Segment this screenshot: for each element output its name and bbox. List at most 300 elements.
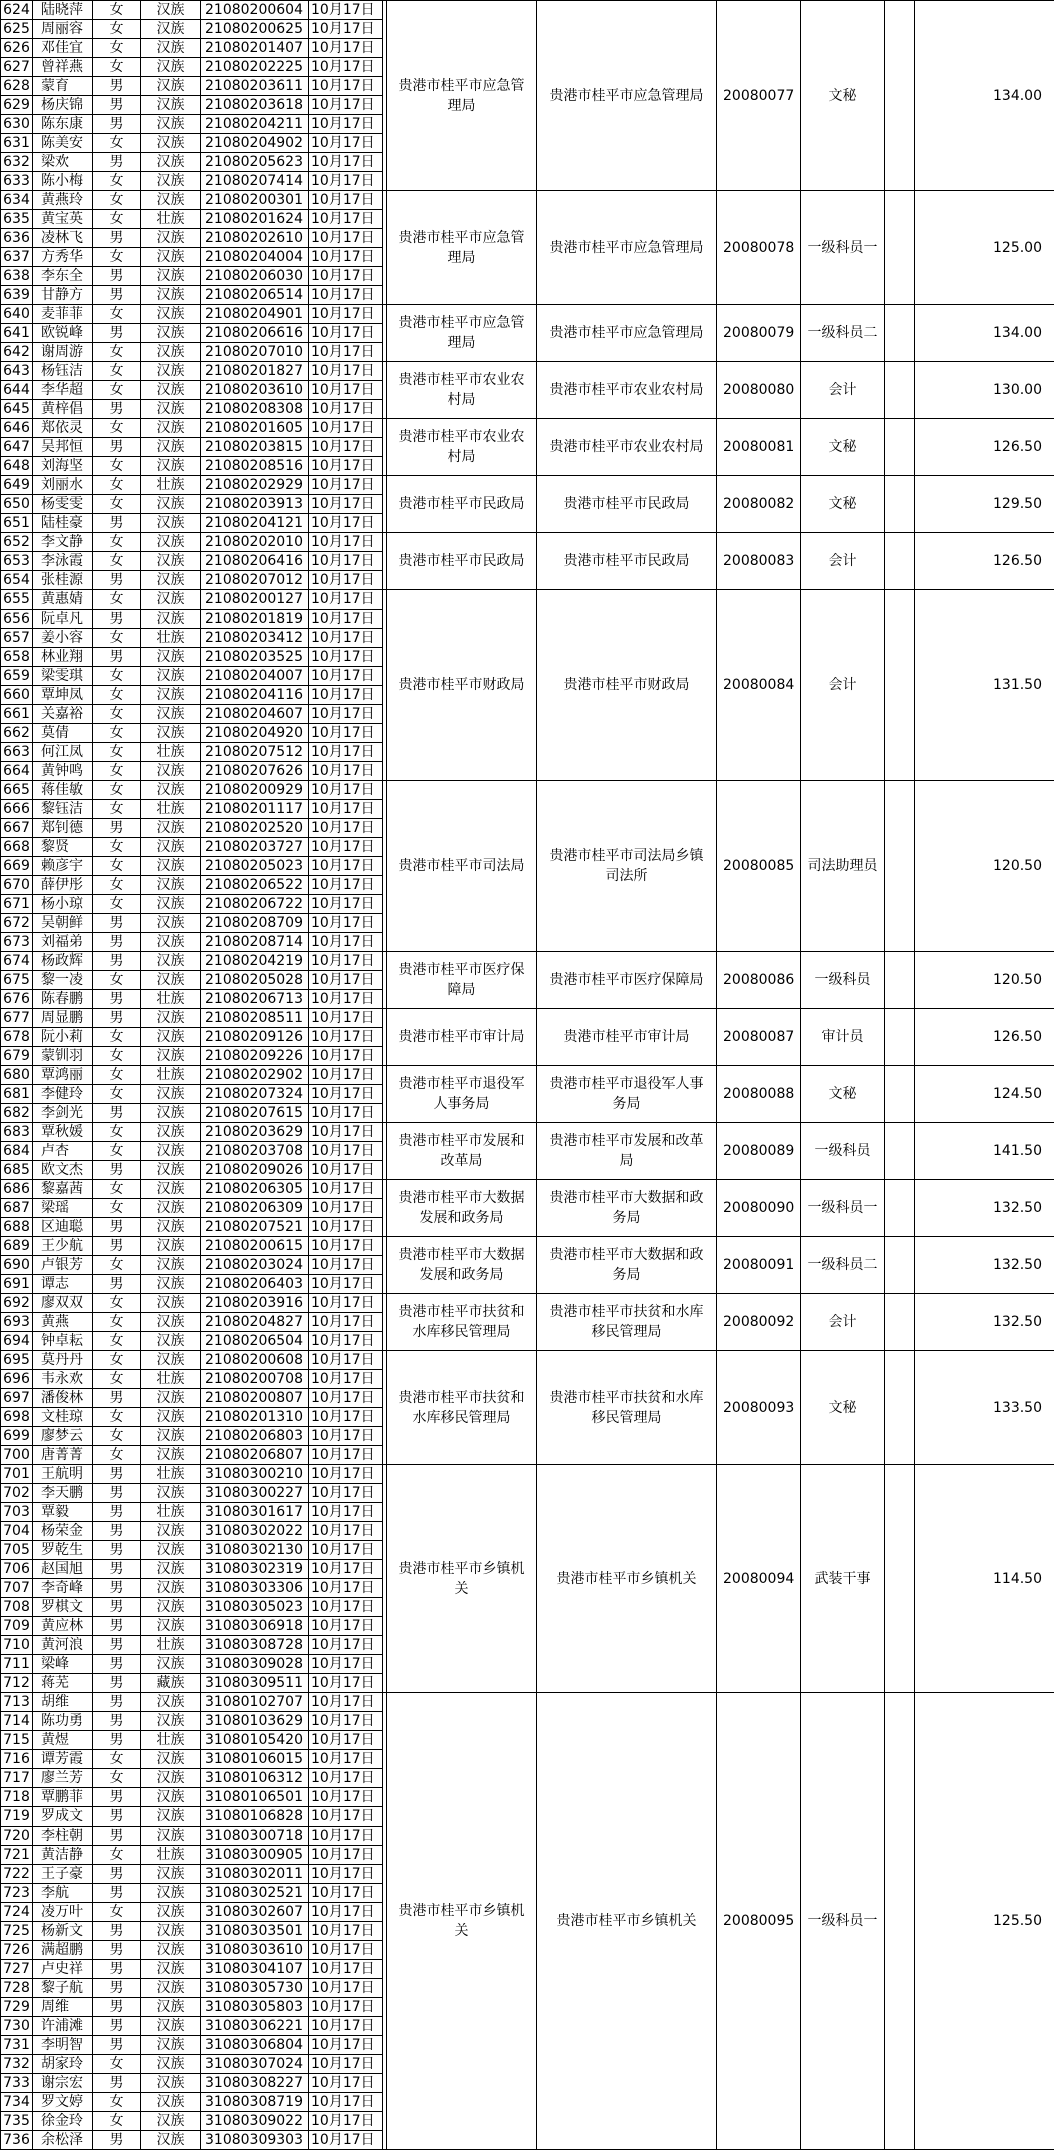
min-score-cell: 125.50 [915, 1693, 1054, 2149]
gender-cell: 女 [93, 666, 141, 685]
name-cell: 许浦滩 [33, 2016, 93, 2035]
name-cell: 谢周游 [33, 343, 93, 362]
position-code-cell: 20080081 [717, 419, 801, 476]
name-cell: 姜小容 [33, 628, 93, 647]
name-cell: 王航明 [33, 1465, 93, 1484]
date-cell: 10月17日 [309, 723, 383, 742]
date-cell: 10月17日 [309, 1598, 383, 1617]
name-cell: 杨庆锦 [33, 96, 93, 115]
date-cell: 10月17日 [309, 1826, 383, 1845]
date-cell: 10月17日 [309, 989, 383, 1008]
ethnicity-cell: 壮族 [141, 1636, 201, 1655]
gender-cell: 男 [93, 1617, 141, 1636]
gender-cell: 女 [93, 20, 141, 39]
min-score-cell: 132.50 [915, 1237, 1054, 1294]
gender-cell: 女 [93, 419, 141, 438]
name-cell: 陈功勇 [33, 1712, 93, 1731]
date-cell: 10月17日 [309, 1065, 383, 1084]
gender-cell: 男 [93, 1522, 141, 1541]
seq-cell: 730 [1, 2016, 33, 2035]
gender-cell: 女 [93, 1845, 141, 1864]
seq-cell: 693 [1, 1313, 33, 1332]
date-cell: 10月17日 [309, 1788, 383, 1807]
date-cell: 10月17日 [309, 2035, 383, 2054]
date-cell: 10月17日 [309, 1256, 383, 1275]
ethnicity-cell: 汉族 [141, 134, 201, 153]
exam-id-cell: 21080203727 [201, 837, 309, 856]
position-code-cell: 20080089 [717, 1122, 801, 1179]
exam-id-cell: 21080206305 [201, 1179, 309, 1198]
seq-cell: 650 [1, 495, 33, 514]
ethnicity-cell: 汉族 [141, 172, 201, 191]
date-cell: 10月17日 [309, 1655, 383, 1674]
name-cell: 李剑光 [33, 1103, 93, 1122]
seq-cell: 733 [1, 2073, 33, 2092]
ethnicity-cell: 汉族 [141, 2073, 201, 2092]
date-cell: 10月17日 [309, 742, 383, 761]
exam-id-cell: 31080106501 [201, 1788, 309, 1807]
date-cell: 10月17日 [309, 1731, 383, 1750]
name-cell: 方秀华 [33, 248, 93, 267]
exam-id-cell: 21080207414 [201, 172, 309, 191]
ethnicity-cell: 汉族 [141, 1560, 201, 1579]
seq-cell: 674 [1, 951, 33, 970]
ethnicity-cell: 汉族 [141, 400, 201, 419]
seq-cell: 728 [1, 1978, 33, 1997]
ethnicity-cell: 汉族 [141, 609, 201, 628]
position-name-cell: 文秘 [801, 1065, 885, 1122]
ethnicity-cell: 汉族 [141, 457, 201, 476]
exam-id-cell: 21080206807 [201, 1446, 309, 1465]
ethnicity-cell: 汉族 [141, 153, 201, 172]
min-score-cell: 131.50 [915, 590, 1054, 780]
name-cell: 陈东康 [33, 115, 93, 134]
hiring-unit-cell: 贵港市桂平市大数据和政务局 [537, 1179, 717, 1236]
ethnicity-cell: 汉族 [141, 362, 201, 381]
exam-id-cell: 21080200807 [201, 1389, 309, 1408]
ethnicity-cell: 汉族 [141, 932, 201, 951]
gender-cell: 男 [93, 913, 141, 932]
gender-cell: 男 [93, 1674, 141, 1693]
blank-cell [885, 305, 915, 362]
gender-cell: 男 [93, 77, 141, 96]
exam-id-cell: 21080204607 [201, 704, 309, 723]
name-cell: 卢银芳 [33, 1256, 93, 1275]
gender-cell: 男 [93, 153, 141, 172]
name-cell: 廖梦云 [33, 1427, 93, 1446]
gender-cell: 男 [93, 609, 141, 628]
gender-cell: 男 [93, 1389, 141, 1408]
gender-cell: 女 [93, 343, 141, 362]
date-cell: 10月17日 [309, 647, 383, 666]
date-cell: 10月17日 [309, 1179, 383, 1198]
date-cell: 10月17日 [309, 1237, 383, 1256]
exam-id-cell: 21080206403 [201, 1275, 309, 1294]
name-cell: 李东全 [33, 267, 93, 286]
gender-cell: 女 [93, 875, 141, 894]
exam-id-cell: 21080207012 [201, 571, 309, 590]
exam-id-cell: 31080102707 [201, 1693, 309, 1712]
ethnicity-cell: 壮族 [141, 210, 201, 229]
seq-cell: 692 [1, 1294, 33, 1313]
table-row [1, 1237, 1054, 1256]
date-cell: 10月17日 [309, 1275, 383, 1294]
gender-cell: 男 [93, 1997, 141, 2016]
date-cell: 10月17日 [309, 951, 383, 970]
date-cell: 10月17日 [309, 324, 383, 343]
seq-cell: 716 [1, 1750, 33, 1769]
gender-cell: 男 [93, 1940, 141, 1959]
department-cell: 贵港市桂平市扶贫和水库移民管理局 [387, 1294, 537, 1351]
gender-cell: 女 [93, 248, 141, 267]
seq-cell: 727 [1, 1959, 33, 1978]
date-cell: 10月17日 [309, 837, 383, 856]
gender-cell: 男 [93, 1864, 141, 1883]
date-cell: 10月17日 [309, 894, 383, 913]
seq-cell: 639 [1, 286, 33, 305]
name-cell: 谢宗宏 [33, 2073, 93, 2092]
blank-cell [885, 590, 915, 780]
name-cell: 郑依灵 [33, 419, 93, 438]
seq-cell: 721 [1, 1845, 33, 1864]
date-cell: 10月17日 [309, 1769, 383, 1788]
name-cell: 郑钊德 [33, 818, 93, 837]
date-cell: 10月17日 [309, 761, 383, 780]
gender-cell: 女 [93, 704, 141, 723]
exam-id-cell: 21080200301 [201, 191, 309, 210]
exam-id-cell: 31080300718 [201, 1826, 309, 1845]
seq-cell: 628 [1, 77, 33, 96]
date-cell: 10月17日 [309, 343, 383, 362]
date-cell: 10月17日 [309, 1332, 383, 1351]
seq-cell: 719 [1, 1807, 33, 1826]
blank-cell [885, 1, 915, 191]
name-cell: 黄河浪 [33, 1636, 93, 1655]
blank-cell [885, 476, 915, 533]
exam-id-cell: 21080203525 [201, 647, 309, 666]
name-cell: 刘丽水 [33, 476, 93, 495]
position-name-cell: 一级科员 [801, 1122, 885, 1179]
gender-cell: 女 [93, 381, 141, 400]
exam-id-cell: 21080202902 [201, 1065, 309, 1084]
gender-cell: 男 [93, 1237, 141, 1256]
blank-cell [885, 1008, 915, 1065]
ethnicity-cell: 汉族 [141, 1693, 201, 1712]
gender-cell: 男 [93, 1598, 141, 1617]
date-cell: 10月17日 [309, 1008, 383, 1027]
name-cell: 黄惠婧 [33, 590, 93, 609]
ethnicity-cell: 汉族 [141, 1179, 201, 1198]
name-cell: 罗成文 [33, 1807, 93, 1826]
ethnicity-cell: 汉族 [141, 1617, 201, 1636]
seq-cell: 624 [1, 1, 33, 20]
exam-id-cell: 31080303501 [201, 1921, 309, 1940]
seq-cell: 664 [1, 761, 33, 780]
name-cell: 林业翔 [33, 647, 93, 666]
seq-cell: 654 [1, 571, 33, 590]
table-row [1, 1122, 1054, 1141]
exam-id-cell: 21080203610 [201, 381, 309, 400]
exam-id-cell: 21080203916 [201, 1294, 309, 1313]
exam-id-cell: 21080207010 [201, 343, 309, 362]
position-name-cell: 文秘 [801, 476, 885, 533]
seq-cell: 690 [1, 1256, 33, 1275]
seq-cell: 704 [1, 1522, 33, 1541]
date-cell: 10月17日 [309, 1997, 383, 2016]
hiring-unit-cell: 贵港市桂平市民政局 [537, 476, 717, 533]
ethnicity-cell: 壮族 [141, 989, 201, 1008]
ethnicity-cell: 汉族 [141, 2035, 201, 2054]
name-cell: 凌万叶 [33, 1902, 93, 1921]
ethnicity-cell: 汉族 [141, 1218, 201, 1237]
date-cell: 10月17日 [309, 1845, 383, 1864]
date-cell: 10月17日 [309, 1902, 383, 1921]
gender-cell: 男 [93, 438, 141, 457]
date-cell: 10月17日 [309, 1503, 383, 1522]
exam-id-cell: 31080106015 [201, 1750, 309, 1769]
ethnicity-cell: 汉族 [141, 1313, 201, 1332]
seq-cell: 676 [1, 989, 33, 1008]
position-code-cell: 20080086 [717, 951, 801, 1008]
seq-cell: 659 [1, 666, 33, 685]
ethnicity-cell: 汉族 [141, 818, 201, 837]
exam-id-cell: 21080201117 [201, 799, 309, 818]
exam-id-cell: 31080302521 [201, 1883, 309, 1902]
ethnicity-cell: 汉族 [141, 1978, 201, 1997]
seq-cell: 673 [1, 932, 33, 951]
exam-id-cell: 31080309022 [201, 2111, 309, 2130]
date-cell: 10月17日 [309, 571, 383, 590]
seq-cell: 642 [1, 343, 33, 362]
blank-cell [885, 1294, 915, 1351]
position-name-cell: 审计员 [801, 1008, 885, 1065]
seq-cell: 633 [1, 172, 33, 191]
table-row [1, 1065, 1054, 1084]
name-cell: 梁雯琪 [33, 666, 93, 685]
ethnicity-cell: 汉族 [141, 191, 201, 210]
seq-cell: 667 [1, 818, 33, 837]
date-cell: 10月17日 [309, 96, 383, 115]
seq-cell: 678 [1, 1027, 33, 1046]
seq-cell: 735 [1, 2111, 33, 2130]
table-row [1, 1693, 1054, 1712]
position-code-cell: 20080093 [717, 1351, 801, 1465]
exam-id-cell: 21080204902 [201, 134, 309, 153]
min-score-cell: 130.00 [915, 362, 1054, 419]
ethnicity-cell: 汉族 [141, 913, 201, 932]
seq-cell: 703 [1, 1503, 33, 1522]
ethnicity-cell: 壮族 [141, 1845, 201, 1864]
seq-cell: 681 [1, 1084, 33, 1103]
seq-cell: 698 [1, 1408, 33, 1427]
date-cell: 10月17日 [309, 1693, 383, 1712]
date-cell: 10月17日 [309, 457, 383, 476]
seq-cell: 651 [1, 514, 33, 533]
date-cell: 10月17日 [309, 1579, 383, 1598]
ethnicity-cell: 汉族 [141, 761, 201, 780]
min-score-cell: 133.50 [915, 1351, 1054, 1465]
seq-cell: 657 [1, 628, 33, 647]
seq-cell: 688 [1, 1218, 33, 1237]
seq-cell: 695 [1, 1351, 33, 1370]
gender-cell: 男 [93, 1655, 141, 1674]
ethnicity-cell: 汉族 [141, 1750, 201, 1769]
seq-cell: 630 [1, 115, 33, 134]
position-name-cell: 会计 [801, 533, 885, 590]
gender-cell: 女 [93, 533, 141, 552]
seq-cell: 629 [1, 96, 33, 115]
date-cell: 10月17日 [309, 1389, 383, 1408]
name-cell: 黄梓倡 [33, 400, 93, 419]
exam-id-cell: 21080203913 [201, 495, 309, 514]
exam-id-cell: 21080207324 [201, 1084, 309, 1103]
exam-id-cell: 31080306804 [201, 2035, 309, 2054]
name-cell: 杨小琼 [33, 894, 93, 913]
name-cell: 陆桂豪 [33, 514, 93, 533]
exam-id-cell: 21080208709 [201, 913, 309, 932]
exam-id-cell: 21080206722 [201, 894, 309, 913]
seq-cell: 729 [1, 1997, 33, 2016]
gender-cell: 男 [93, 1503, 141, 1522]
date-cell: 10月17日 [309, 153, 383, 172]
position-name-cell: 一级科员一 [801, 1179, 885, 1236]
date-cell: 10月17日 [309, 932, 383, 951]
min-score-cell: 126.50 [915, 419, 1054, 476]
blank-cell [885, 362, 915, 419]
exam-id-cell: 21080203618 [201, 96, 309, 115]
seq-cell: 671 [1, 894, 33, 913]
date-cell: 10月17日 [309, 590, 383, 609]
name-cell: 陆晓萍 [33, 1, 93, 20]
name-cell: 潘俊林 [33, 1389, 93, 1408]
table-row [1, 476, 1054, 495]
position-code-cell: 20080095 [717, 1693, 801, 2149]
seq-cell: 705 [1, 1541, 33, 1560]
name-cell: 廖双双 [33, 1294, 93, 1313]
gender-cell: 女 [93, 1084, 141, 1103]
date-cell: 10月17日 [309, 1198, 383, 1217]
name-cell: 黄宝英 [33, 210, 93, 229]
position-code-cell: 20080092 [717, 1294, 801, 1351]
seq-cell: 649 [1, 476, 33, 495]
name-cell: 满超鹏 [33, 1940, 93, 1959]
gender-cell: 男 [93, 229, 141, 248]
date-cell: 10月17日 [309, 628, 383, 647]
position-code-cell: 20080082 [717, 476, 801, 533]
date-cell: 10月17日 [309, 419, 383, 438]
name-cell: 罗乾生 [33, 1541, 93, 1560]
name-cell: 陈美安 [33, 134, 93, 153]
gender-cell: 男 [93, 286, 141, 305]
min-score-cell: 125.00 [915, 191, 1054, 305]
gender-cell: 男 [93, 1978, 141, 1997]
seq-cell: 691 [1, 1275, 33, 1294]
exam-id-cell: 21080201819 [201, 609, 309, 628]
name-cell: 关嘉裕 [33, 704, 93, 723]
ethnicity-cell: 汉族 [141, 2016, 201, 2035]
name-cell: 杨政辉 [33, 951, 93, 970]
name-cell: 欧文杰 [33, 1160, 93, 1179]
date-cell: 10月17日 [309, 39, 383, 58]
gender-cell: 男 [93, 1788, 141, 1807]
gender-cell: 女 [93, 628, 141, 647]
date-cell: 10月17日 [309, 2073, 383, 2092]
date-cell: 10月17日 [309, 58, 383, 77]
min-score-cell: 126.50 [915, 533, 1054, 590]
min-score-cell: 114.50 [915, 1465, 1054, 1693]
position-name-cell: 会计 [801, 1294, 885, 1351]
date-cell: 10月17日 [309, 799, 383, 818]
department-cell: 贵港市桂平市应急管理局 [387, 191, 537, 305]
blank-cell [885, 780, 915, 951]
date-cell: 10月17日 [309, 2016, 383, 2035]
table-row [1, 1465, 1054, 1484]
exam-id-cell: 31080300210 [201, 1465, 309, 1484]
position-name-cell: 一级科员 [801, 951, 885, 1008]
name-cell: 谭志 [33, 1275, 93, 1294]
seq-cell: 679 [1, 1046, 33, 1065]
seq-cell: 643 [1, 362, 33, 381]
ethnicity-cell: 汉族 [141, 1921, 201, 1940]
ethnicity-cell: 汉族 [141, 305, 201, 324]
exam-id-cell: 31080103629 [201, 1712, 309, 1731]
gender-cell: 女 [93, 191, 141, 210]
exam-id-cell: 21080200625 [201, 20, 309, 39]
exam-id-cell: 31080302607 [201, 1902, 309, 1921]
min-score-cell: 126.50 [915, 1008, 1054, 1065]
date-cell: 10月17日 [309, 229, 383, 248]
exam-id-cell: 21080204920 [201, 723, 309, 742]
department-cell: 贵港市桂平市扶贫和水库移民管理局 [387, 1351, 537, 1465]
ethnicity-cell: 汉族 [141, 343, 201, 362]
date-cell: 10月17日 [309, 381, 383, 400]
date-cell: 10月17日 [309, 495, 383, 514]
exam-id-cell: 21080205623 [201, 153, 309, 172]
date-cell: 10月17日 [309, 1351, 383, 1370]
exam-id-cell: 21080200604 [201, 1, 309, 20]
date-cell: 10月17日 [309, 2092, 383, 2111]
seq-cell: 702 [1, 1484, 33, 1503]
name-cell: 覃毅 [33, 1503, 93, 1522]
blank-cell [885, 1237, 915, 1294]
position-name-cell: 武装干事 [801, 1465, 885, 1693]
position-code-cell: 20080077 [717, 1, 801, 191]
ethnicity-cell: 汉族 [141, 1902, 201, 1921]
position-name-cell: 司法助理员 [801, 780, 885, 951]
date-cell: 10月17日 [309, 1, 383, 20]
gender-cell: 男 [93, 1560, 141, 1579]
date-cell: 10月17日 [309, 20, 383, 39]
gender-cell: 男 [93, 96, 141, 115]
name-cell: 莫丹丹 [33, 1351, 93, 1370]
department-cell: 贵港市桂平市农业农村局 [387, 419, 537, 476]
gender-cell: 女 [93, 2054, 141, 2073]
seq-cell: 665 [1, 780, 33, 799]
department-cell: 贵港市桂平市民政局 [387, 533, 537, 590]
date-cell: 10月17日 [309, 685, 383, 704]
date-cell: 10月17日 [309, 210, 383, 229]
name-cell: 黄钟鸣 [33, 761, 93, 780]
blank-cell [885, 1179, 915, 1236]
ethnicity-cell: 汉族 [141, 1997, 201, 2016]
date-cell: 10月17日 [309, 1617, 383, 1636]
blank-cell [885, 533, 915, 590]
ethnicity-cell: 汉族 [141, 1256, 201, 1275]
exam-id-cell: 21080206522 [201, 875, 309, 894]
ethnicity-cell: 汉族 [141, 39, 201, 58]
seq-cell: 709 [1, 1617, 33, 1636]
hiring-unit-cell: 贵港市桂平市扶贫和水库移民管理局 [537, 1294, 717, 1351]
